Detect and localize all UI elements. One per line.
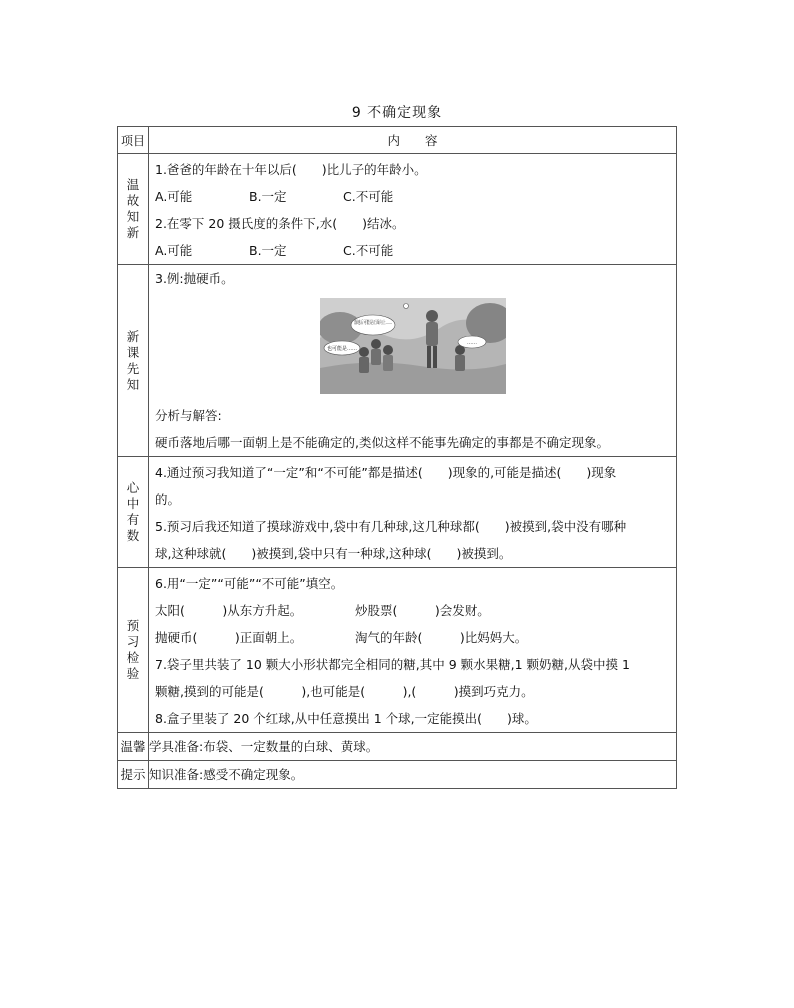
mind-section <box>118 457 677 568</box>
mind-label: 心中有数 <box>126 480 140 543</box>
question-5-line-2: 球,这种球就( )被摸到,袋中只有一种球,这种球( )被摸到。 <box>155 546 512 561</box>
question-7-line-1: 7.袋子里共装了 10 颗大小形状都完全相同的糖,其中 9 颗水果糖,1 颗奶糖,从袋中摸 1 <box>155 657 630 672</box>
question-6: 6.用“一定”“可能”“不可能”填空。 <box>155 576 344 591</box>
review-section <box>118 154 677 265</box>
question-5-line-1: 5.预习后我还知道了摸球游戏中,袋中有几种球,这几种球都( )被摸到,袋中没有哪种 <box>155 519 627 534</box>
question-6-row-1 <box>149 597 676 624</box>
page-title: 9 不确定现象 <box>351 105 443 121</box>
check-label: 预习检验 <box>126 618 140 681</box>
q1-option-c: C.不可能 <box>343 189 394 204</box>
tips-label-bottom: 提示 <box>118 761 149 789</box>
question-6-row-2 <box>149 624 676 651</box>
q6-blank-a: 太阳( )从东方升起。 <box>155 603 303 618</box>
question-2: 2.在零下 20 摄氏度的条件下,水( )结冰。 <box>155 216 405 231</box>
tips-line-2: 知识准备:感受不确定现象。 <box>149 761 677 789</box>
question-1: 1.爸爸的年龄在十年以后( )比儿子的年龄小。 <box>155 162 427 177</box>
q2-option-c: C.不可能 <box>343 243 394 258</box>
mind-content <box>149 457 677 568</box>
newlesson-content <box>149 265 677 457</box>
coin-toss-image <box>320 298 506 394</box>
question-4-line-1: 4.通过预习我知道了“一定”和“不可能”都是描述( )现象的,可能是描述( )现象 <box>155 465 617 480</box>
mind-label-cell <box>118 457 149 568</box>
newlesson-label: 新课先知 <box>126 328 140 392</box>
review-label: 温故知新 <box>126 177 140 240</box>
q1-option-b: B.一定 <box>249 189 287 204</box>
question-8: 8.盒子里装了 20 个红球,从中任意摸出 1 个球,一定能摸出( )球。 <box>155 711 537 726</box>
analysis-title: 分析与解答: <box>155 408 222 423</box>
q1-option-a: A.可能 <box>155 189 193 204</box>
bubble-top-text: 落地后可能是正面向上…… <box>354 320 415 326</box>
analysis-text: 硬币落地后哪一面朝上是不能确定的,类似这样不能事先确定的事都是不确定现象。 <box>155 435 609 450</box>
question-2-options <box>149 237 676 264</box>
question-1-options <box>149 183 676 210</box>
question-7-line-2: 颗糖,摸到的可能是( ),也可能是( ),( )摸到巧克力。 <box>155 684 534 699</box>
review-label-cell <box>118 154 149 265</box>
newlesson-label-cell <box>118 265 149 457</box>
bubble-left-text: 也可能是…… <box>326 346 358 352</box>
check-content <box>149 568 677 733</box>
header-row <box>118 127 677 154</box>
tips-line-1: 学具准备:布袋、一定数量的白球、黄球。 <box>149 733 677 761</box>
header-item-cell: 项目 <box>118 127 149 154</box>
tips-label-top: 温馨 <box>118 733 149 761</box>
check-section <box>118 568 677 733</box>
q6-blank-c: 抛硬币( )正面朝上。 <box>155 630 303 645</box>
q2-option-b: B.一定 <box>249 243 287 258</box>
coin-toss-illustration <box>320 298 506 394</box>
worksheet-table <box>117 126 677 789</box>
check-label-cell <box>118 568 149 733</box>
question-4-line-2: 的。 <box>155 492 181 507</box>
tips-row-2 <box>118 761 677 789</box>
review-content <box>149 154 677 265</box>
q6-blank-b: 炒股票( )会发财。 <box>355 603 490 618</box>
newlesson-section <box>118 265 677 457</box>
bubble-right-text: …… <box>467 340 477 346</box>
question-3: 3.例:抛硬币。 <box>155 271 234 286</box>
header-content-cell: 内 容 <box>149 127 677 154</box>
tips-row-1 <box>118 733 677 761</box>
q6-blank-d: 淘气的年龄( )比妈妈大。 <box>355 630 528 645</box>
q2-option-a: A.可能 <box>155 243 193 258</box>
